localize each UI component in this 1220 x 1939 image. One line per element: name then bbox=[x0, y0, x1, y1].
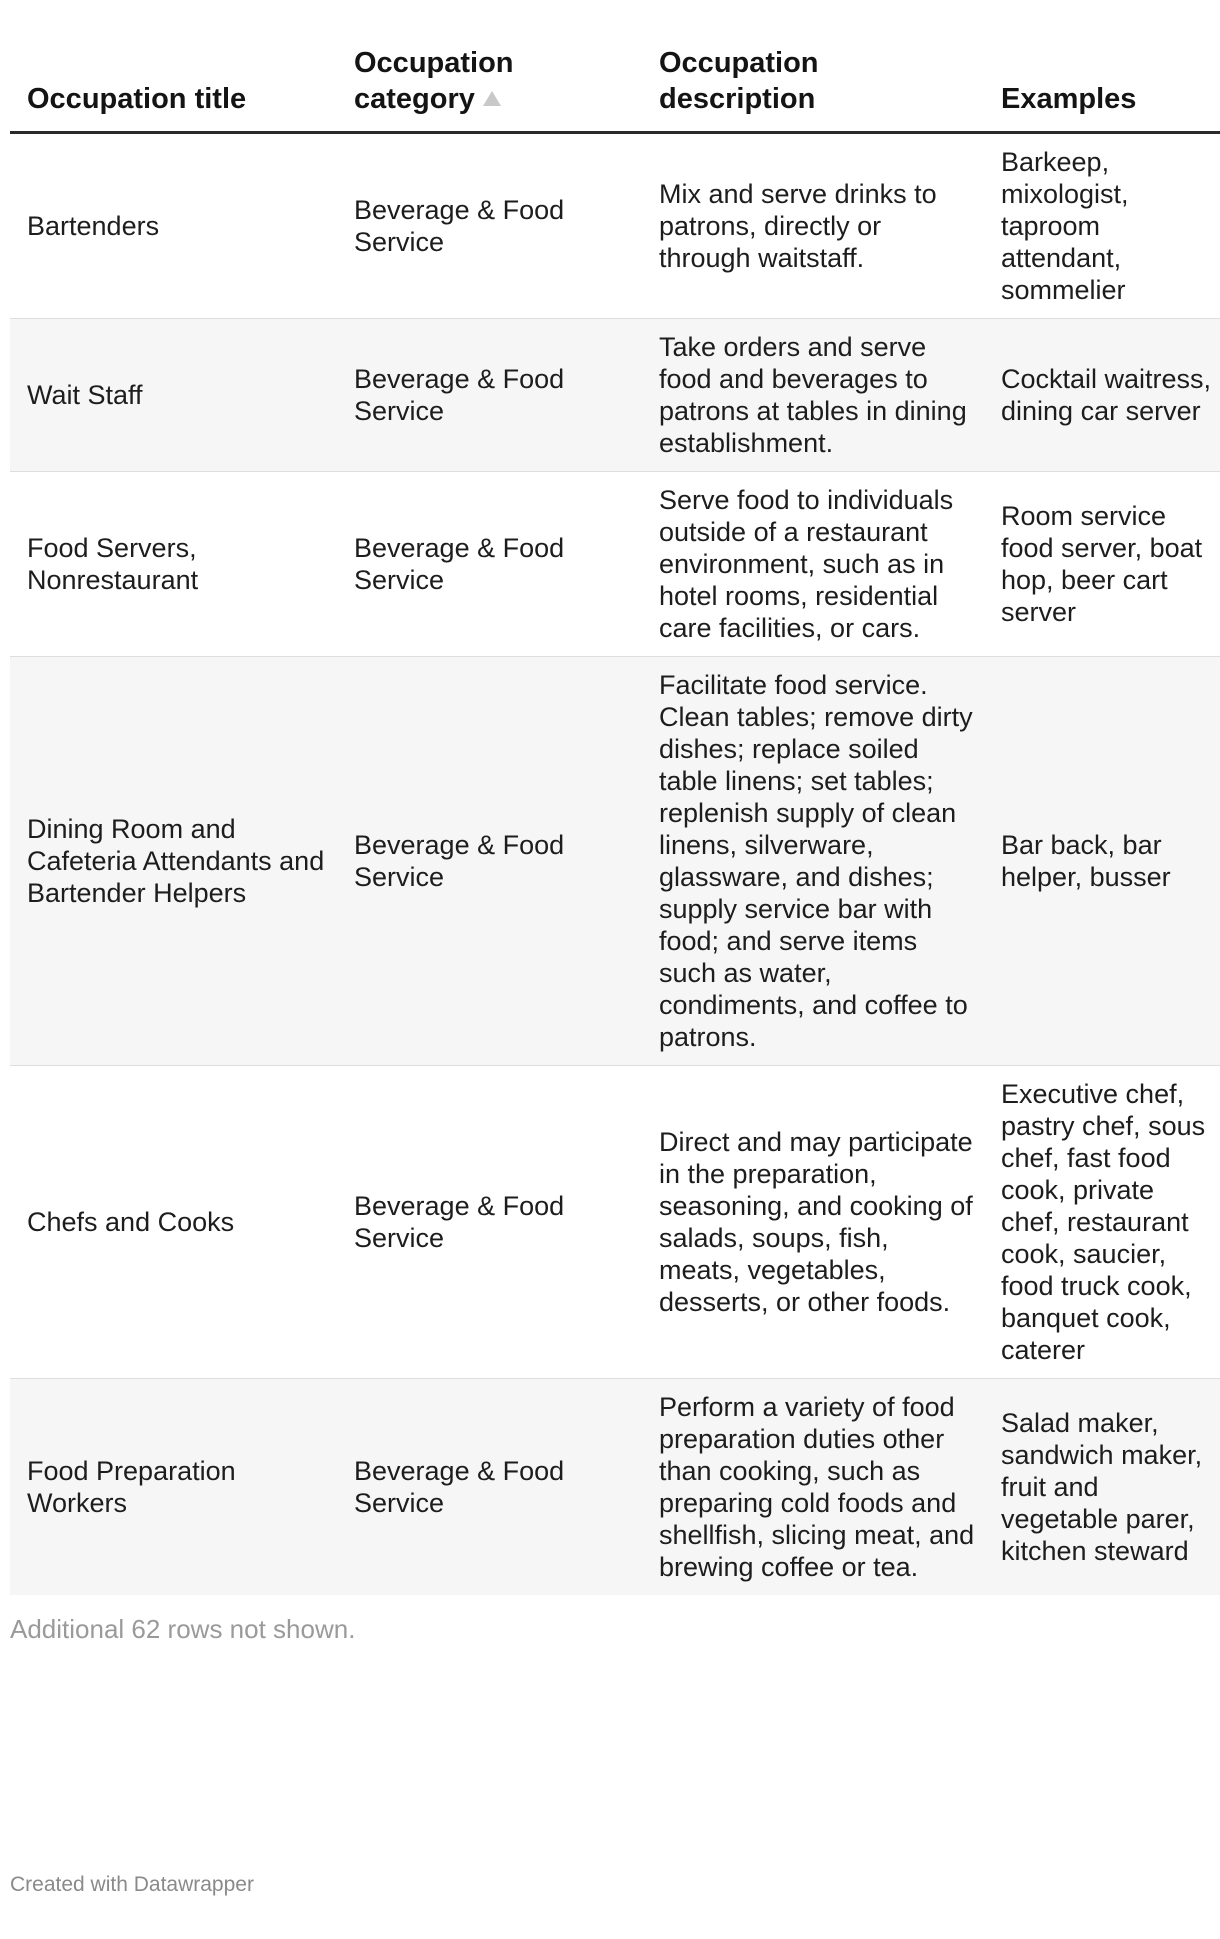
cell-examples: Salad maker, sandwich maker, fruit and vegetable parer, kitchen steward bbox=[985, 1379, 1220, 1596]
cell-examples: Barkeep, mixologist, taproom attendant, sommelier bbox=[985, 133, 1220, 319]
table-row bbox=[10, 133, 1220, 319]
cell-description: Take orders and serve food and beverages to patrons at tables in dining establishment. bbox=[643, 319, 985, 472]
table-row bbox=[10, 1066, 1220, 1379]
cell-title: Food Preparation Workers bbox=[10, 1379, 338, 1596]
table-row bbox=[10, 472, 1220, 657]
cell-title: Bartenders bbox=[10, 133, 338, 319]
datawrapper-table-container bbox=[0, 41, 1220, 1645]
cell-title: Dining Room and Cafeteria Attendants and Bartender Helpers bbox=[10, 657, 338, 1066]
cell-category: Beverage & Food Service bbox=[338, 657, 643, 1066]
sort-ascending-icon bbox=[483, 91, 501, 106]
cell-title: Wait Staff bbox=[10, 319, 338, 472]
table-row bbox=[10, 1379, 1220, 1596]
cell-examples: Bar back, bar helper, busser bbox=[985, 657, 1220, 1066]
table-row bbox=[10, 319, 1220, 472]
cell-examples: Room service food server, boat hop, beer cart server bbox=[985, 472, 1220, 657]
header-row bbox=[10, 41, 1220, 133]
cell-description: Direct and may participate in the preparation, seasoning, and cooking of salads, soups, fish, meats, vegetables, desserts, or other foods. bbox=[643, 1066, 985, 1379]
column-header-label: Occupation description bbox=[659, 47, 819, 115]
column-header-occupation-category[interactable] bbox=[338, 41, 643, 133]
datawrapper-credit: Created with Datawrapper bbox=[10, 1873, 254, 1896]
cell-category: Beverage & Food Service bbox=[338, 472, 643, 657]
table-notes: Additional 62 rows not shown. bbox=[10, 1614, 356, 1644]
cell-category: Beverage & Food Service bbox=[338, 319, 643, 472]
column-header-occupation-description[interactable] bbox=[643, 41, 985, 133]
column-header-label: Examples bbox=[1001, 83, 1137, 115]
column-header-label: Occupation title bbox=[27, 83, 247, 115]
column-header-examples[interactable] bbox=[985, 41, 1220, 133]
cell-description: Facilitate food service. Clean tables; remove dirty dishes; replace soiled table linens; set tables; replenish supply of clean linens, silverware, glassware, and dishes; supply service bar with food; and serve items such as water, condiments, and coffee to patrons. bbox=[643, 657, 985, 1066]
cell-category: Beverage & Food Service bbox=[338, 1066, 643, 1379]
cell-description: Perform a variety of food preparation duties other than cooking, such as preparing cold foods and shellfish, slicing meat, and brewing coffee or tea. bbox=[643, 1379, 985, 1596]
cell-examples: Cocktail waitress, dining car server bbox=[985, 319, 1220, 472]
cell-title: Food Servers, Nonrestaurant bbox=[10, 472, 338, 657]
column-header-label: Occupation category bbox=[354, 47, 514, 115]
column-header-occupation-title[interactable] bbox=[10, 41, 338, 133]
occupation-table bbox=[10, 41, 1220, 1595]
cell-category: Beverage & Food Service bbox=[338, 1379, 643, 1596]
cell-description: Mix and serve drinks to patrons, directly or through waitstaff. bbox=[643, 133, 985, 319]
table-header bbox=[10, 41, 1220, 133]
table-row bbox=[10, 657, 1220, 1066]
cell-title: Chefs and Cooks bbox=[10, 1066, 338, 1379]
cell-examples: Executive chef, pastry chef, sous chef, fast food cook, private chef, restaurant cook, saucier, food truck cook, banquet cook, caterer bbox=[985, 1066, 1220, 1379]
cell-category: Beverage & Food Service bbox=[338, 133, 643, 319]
cell-description: Serve food to individuals outside of a restaurant environment, such as in hotel rooms, residential care facilities, or cars. bbox=[643, 472, 985, 657]
table-body bbox=[10, 133, 1220, 1596]
